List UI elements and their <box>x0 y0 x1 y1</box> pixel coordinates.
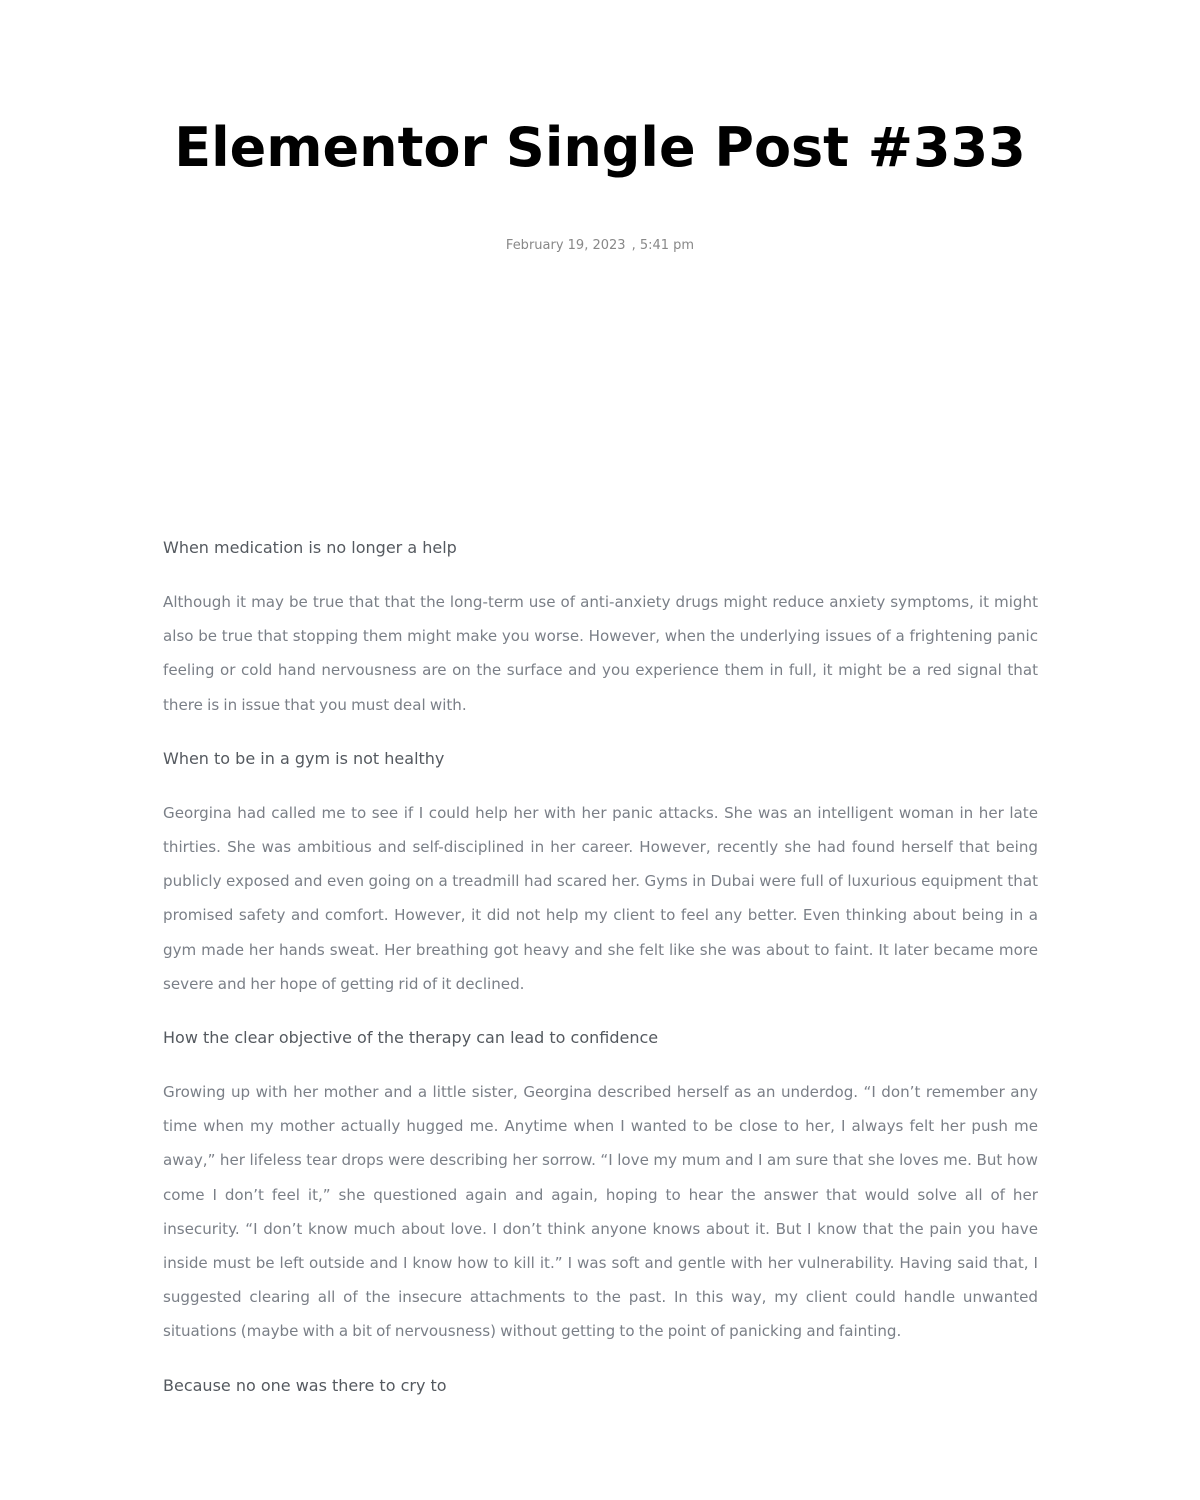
section-heading-gym: When to be in a gym is not healthy <box>163 748 445 768</box>
section-paragraph-gym: Georgina had called me to see if I could help her with her panic attacks. She was an intelligent woman in her late thirties. She was ambitious and self-disciplined in her career. However, recently she had found herself that being publicly exposed and even going on a treadmill had scared her. Gyms in Dubai were full of luxurious equipment that promised safety and comfort. However, it did not help my client to feel any better. Even thinking about being in a gym made her hands sweat. Her breathing got heavy and she felt like she was about to faint. It later became more severe and her hope of getting rid of it declined. <box>163 803 1038 993</box>
post-time: , 5:41 pm <box>631 238 695 253</box>
section-heading-medication: When medication is no longer a help <box>163 538 457 557</box>
post-content <box>163 536 1038 1398</box>
section-heading-cry: Because no one was there to cry to <box>163 1375 447 1395</box>
post-meta <box>0 236 1200 256</box>
section-paragraph-therapy: Growing up with her mother and a little sister, Georgina described herself as an underdog. “I don’t remember any time when my mother actually hugged me. Anytime when I wanted to be close to her, I always felt her push me away,” her lifeless tear drops were describing her sorrow. “I love my mum and I am sure that she loves me. But how come I don’t feel it,” she questioned again and again, hoping to hear the answer that would solve all of her insecurity. “I don’t know much about love. I don’t think anyone knows about it. But I know that the pain you have inside must be left outside and I know how to kill it.” I was soft and gentle with her vulnerability. Having said that, I suggested clearing all of the insecure attachments to the past. In this way, my client could handle unwanted situations (maybe with a bit of nervousness) without getting to the point of panicking and fainting. <box>163 1083 1038 1341</box>
section-paragraph-medication: Although it may be true that that the long-term use of anti-anxiety drugs might reduce anxiety symptoms, it might also be true that stopping them might make you worse. However, when the underlying issues of a frightening panic feeling or cold hand nervousness are on the surface and you experience them in full, it might be a red signal that there is in issue that you must deal with. <box>163 593 1038 714</box>
page-title: Elementor Single Post #333 <box>174 116 1026 179</box>
post-date[interactable]: February 19, 2023 <box>505 238 626 253</box>
section-heading-therapy: How the clear objective of the therapy can lead to confidence <box>163 1028 659 1048</box>
